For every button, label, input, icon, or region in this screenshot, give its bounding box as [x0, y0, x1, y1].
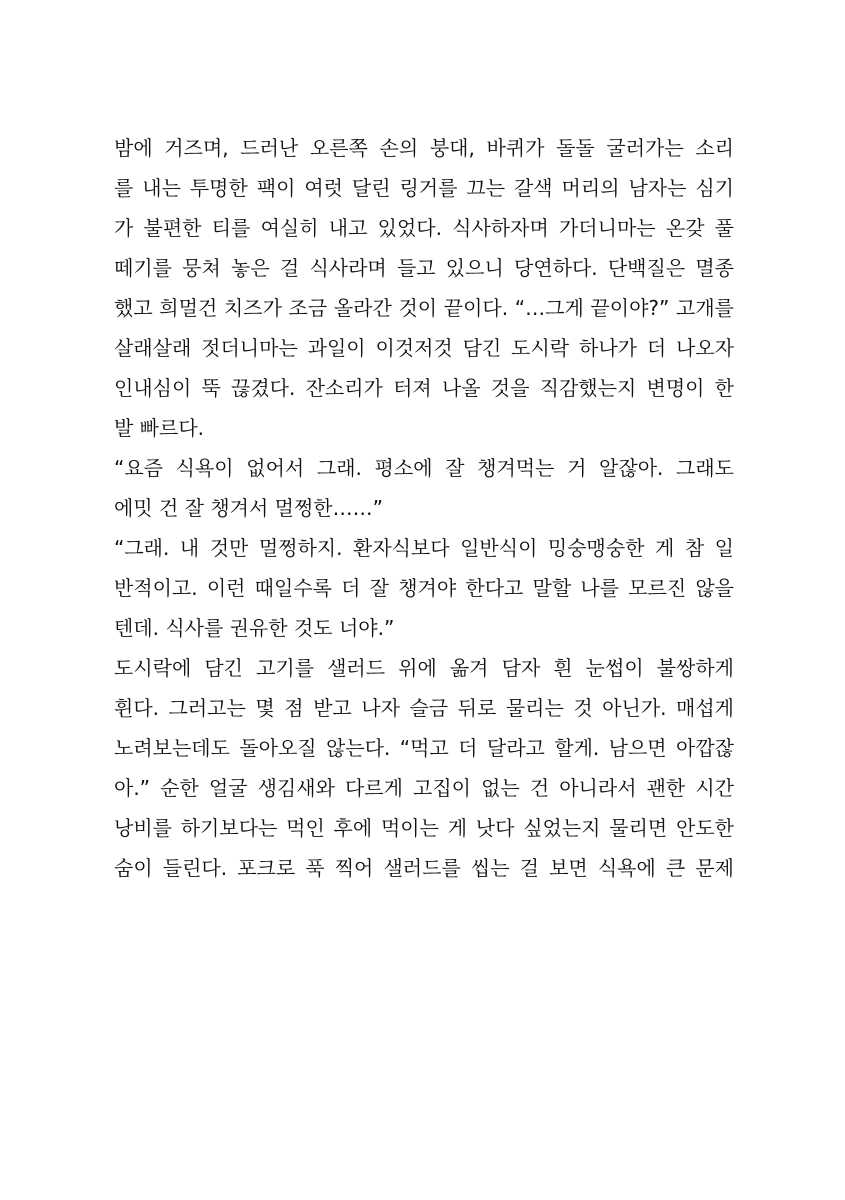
text-line: 살래살래 젓더니마는 과일이 이것저것 담긴 도시락 하나가 더 나오자: [114, 336, 734, 360]
text-line: 반적이고. 이런 때일수록 더 잘 챙겨야 한다고 말할 나를 모르진 않을: [114, 576, 734, 600]
text-line: 에밋 건 잘 챙겨서 멀쩡한……”: [114, 496, 383, 520]
text-line: “요즘 식욕이 없어서 그래. 평소에 잘 챙겨먹는 거 알잖아. 그래도: [114, 456, 734, 480]
text-line: 휜다. 그러고는 몇 점 받고 나자 슬금 뒤로 물리는 것 아닌가. 매섭게: [114, 696, 734, 720]
text-line: 했고 희멀건 치즈가 조금 올라간 것이 끝이다. “…그게 끝이야?” 고개를: [114, 296, 734, 320]
text-line: 를 내는 투명한 팩이 여럿 달린 링거를 끄는 갈색 머리의 남자는 심기: [114, 176, 734, 200]
text-line: 숨이 들린다. 포크로 푹 찍어 샐러드를 씹는 걸 보면 식욕에 큰 문제: [114, 856, 734, 880]
text-line: 가 불편한 티를 여실히 내고 있었다. 식사하자며 가더니마는 온갖 풀: [114, 216, 734, 240]
text-line: 낭비를 하기보다는 먹인 후에 먹이는 게 낫다 싶었는지 물리면 안도한: [114, 816, 734, 840]
text-line: 인내심이 뚝 끊겼다. 잔소리가 터져 나올 것을 직감했는지 변명이 한: [114, 376, 734, 400]
text-line: 노려보는데도 돌아오질 않는다. “먹고 더 달라고 할게. 남으면 아깝잖: [114, 736, 734, 760]
text-line: 밤에 거즈며, 드러난 오른쪽 손의 붕대, 바퀴가 돌돌 굴러가는 소리: [114, 136, 734, 160]
document-body: [114, 128, 734, 888]
text-line: 아.” 순한 얼굴 생김새와 다르게 고집이 없는 건 아니라서 괜한 시간: [114, 776, 734, 800]
text-line: 발 빠르다.: [114, 416, 204, 440]
text-line: 떼기를 뭉쳐 놓은 걸 식사라며 들고 있으니 당연하다. 단백질은 멸종: [114, 256, 734, 280]
text-line: “그래. 내 것만 멀쩡하지. 환자식보다 일반식이 밍숭맹숭한 게 참 일: [114, 536, 734, 560]
text-line: 텐데. 식사를 권유한 것도 너야.”: [114, 616, 395, 640]
text-line: 도시락에 담긴 고기를 샐러드 위에 옮겨 담자 흰 눈썹이 불쌍하게: [114, 656, 734, 680]
